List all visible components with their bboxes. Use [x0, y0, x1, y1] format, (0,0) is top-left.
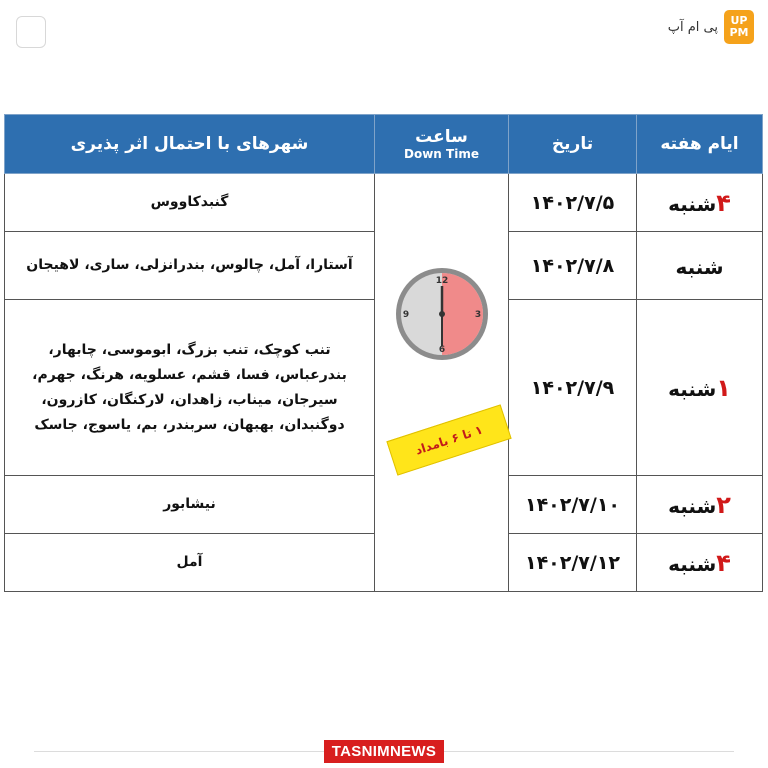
- day-cell: ۱شنبه: [637, 300, 763, 476]
- table-header-row: [5, 115, 763, 174]
- table-row: [5, 174, 763, 232]
- date-cell: ۱۴۰۲/۷/۹: [509, 300, 637, 476]
- day-cell: ۴شنبه: [637, 534, 763, 592]
- source-logo[interactable]: TASNIMNEWS: [324, 740, 444, 763]
- day-cell: شنبه: [637, 232, 763, 300]
- date-cell: ۱۴۰۲/۷/۱۰: [509, 476, 637, 534]
- header-day: ایام هفته: [637, 115, 763, 174]
- cities-cell: آمل: [5, 534, 375, 592]
- clock-icon: [375, 266, 508, 362]
- clock-num-6: 6: [438, 345, 445, 355]
- header-date: تاریخ: [509, 115, 637, 174]
- brand-logo-group[interactable]: [668, 10, 754, 44]
- time-cell: [375, 174, 509, 592]
- clock-num-3: 3: [474, 310, 481, 320]
- date-cell: ۱۴۰۲/۷/۱۲: [509, 534, 637, 592]
- date-cell: ۱۴۰۲/۷/۵: [509, 174, 637, 232]
- downtime-table: [4, 114, 763, 592]
- cities-cell: نیشابور: [5, 476, 375, 534]
- cities-cell: آستارا، آمل، چالوس، بندرانزلی، ساری، لاهیجان: [5, 232, 375, 300]
- clock-num-12: 12: [435, 276, 448, 286]
- day-cell: ۴شنبه: [637, 174, 763, 232]
- cities-cell: گنبدکاووس: [5, 174, 375, 232]
- footer: [0, 740, 768, 763]
- time-range-badge: ۱ تا ۶ بامداد: [386, 404, 511, 475]
- header-cities: شهرهای با احتمال اثر پذیری: [5, 115, 375, 174]
- corner-frame: [16, 16, 46, 48]
- header-time: [375, 115, 509, 174]
- date-cell: ۱۴۰۲/۷/۸: [509, 232, 637, 300]
- header-time-label: ساعت: [415, 127, 468, 147]
- day-cell: ۲شنبه: [637, 476, 763, 534]
- header-time-sub: Down Time: [404, 147, 479, 161]
- brand-logo-icon: UP PM: [724, 10, 754, 44]
- brand-text: پی ام آپ: [667, 19, 718, 35]
- cities-cell: تنب کوچک، تنب بزرگ، ابوموسی، چابهار، بندرعباس، فسا، قشم، عسلویه، هرنگ، جهرم، سیرجان، میناب، زاهدان، لارکنگان، کازرون، دوگنبدان، بهبهان، سربندر، بم، یاسوج، جاسک: [5, 300, 375, 476]
- clock-num-9: 9: [402, 310, 409, 320]
